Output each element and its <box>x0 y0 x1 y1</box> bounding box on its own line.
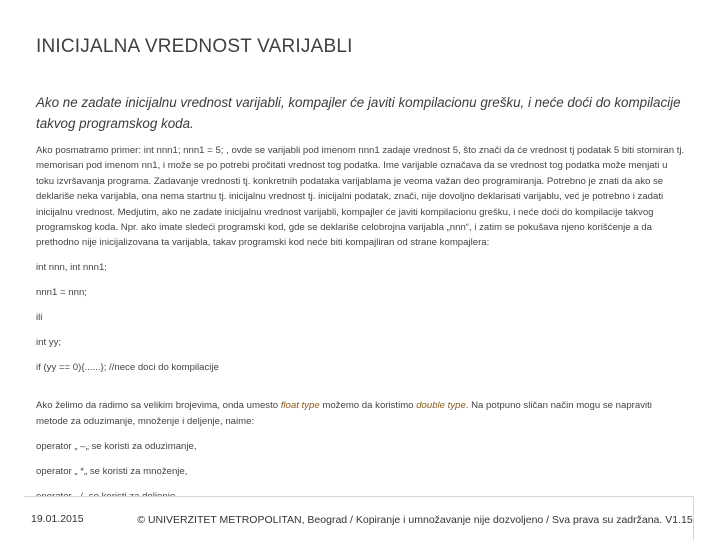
operator-item: operator „ –„ se koristi za oduzimanje, <box>36 440 197 452</box>
paragraph-text: Ako želimo da radimo sa velikim brojevima, onda umesto <box>36 400 281 412</box>
keyword-float-type: float type <box>280 400 320 412</box>
slide-title: INICIJALNA VREDNOST VARIJABLI <box>36 36 353 57</box>
footer-copyright: © UNIVERZITET METROPOLITAN, Beograd / Kopiranje i umnožavanje nije dozvoljeno / Sva prava su zadržana. V1.15 <box>137 514 693 526</box>
code-line: if (yy == 0){......}; //nece doci do kompilacije <box>36 361 219 373</box>
paragraph-text: . Na potpuno sličan način mogu se napraviti metode za oduzimanje, množenje i deljenje, naime: <box>36 400 652 427</box>
keyword-double-type: double type <box>416 400 466 412</box>
code-line: nnn1 = nnn; <box>36 287 87 299</box>
footer-date: 19.01.2015 <box>31 513 84 525</box>
code-line: int nnn, int nnn1; <box>36 262 107 274</box>
operator-item: operator „ *„ se koristi za množenje, <box>36 465 188 477</box>
double-type-paragraph <box>36 398 686 429</box>
slide-body <box>36 143 686 504</box>
paragraph-text: možemo da koristimo <box>319 400 417 412</box>
code-line: int yy; <box>36 337 62 349</box>
code-separator: ili <box>36 312 43 324</box>
explanation-paragraph: Ako posmatramo primer: int nnn1; nnn1 = 5; , ovde se varijabli pod imenom nnn1 zadaje vrednost 5, što znači da će vrednost tj podatak 5 biti storniran tj. memorisan pod imenom nn1, i može se po potrebi pročitati vrednost tog podatka. Ime varijable označava da se vrednost tog podatka može menjati u toku izvršavanja programa. Zadavanje vrednosti tj. konkretnih podataka varijablama je veoma važan deo programiranja. Potrebno je znati da ako se deklariše neka varijabla, ona nema startnu tj. inicijalnu vrednost tj. inicijalni podatak, znači, nije dovoljno deklarisati varijablu, već je potrebno i zadati inicijalnu vrednost. Medjutim, ako ne zadate inicijalnu vrednost varijabli, kompajler će javiti kompilacionu grešku, i neće doći do kompilacije takvog programskog koda. Npr. ako imate sledeći programski kod, gde se deklariše celobrojna varijabla „nnn“, i zatim se pokušava njeno korišćenje a da prethodno nije inicijalizovana ta varijabla, takav programski kod neće biti kompajliran od strane kompajlera: <box>36 145 685 249</box>
lead-paragraph: Ako ne zadate inicijalnu vrednost varijabli, kompajler će javiti kompilacionu grešku, i neće doći do kompilacije takvog programskog koda. <box>36 95 681 131</box>
